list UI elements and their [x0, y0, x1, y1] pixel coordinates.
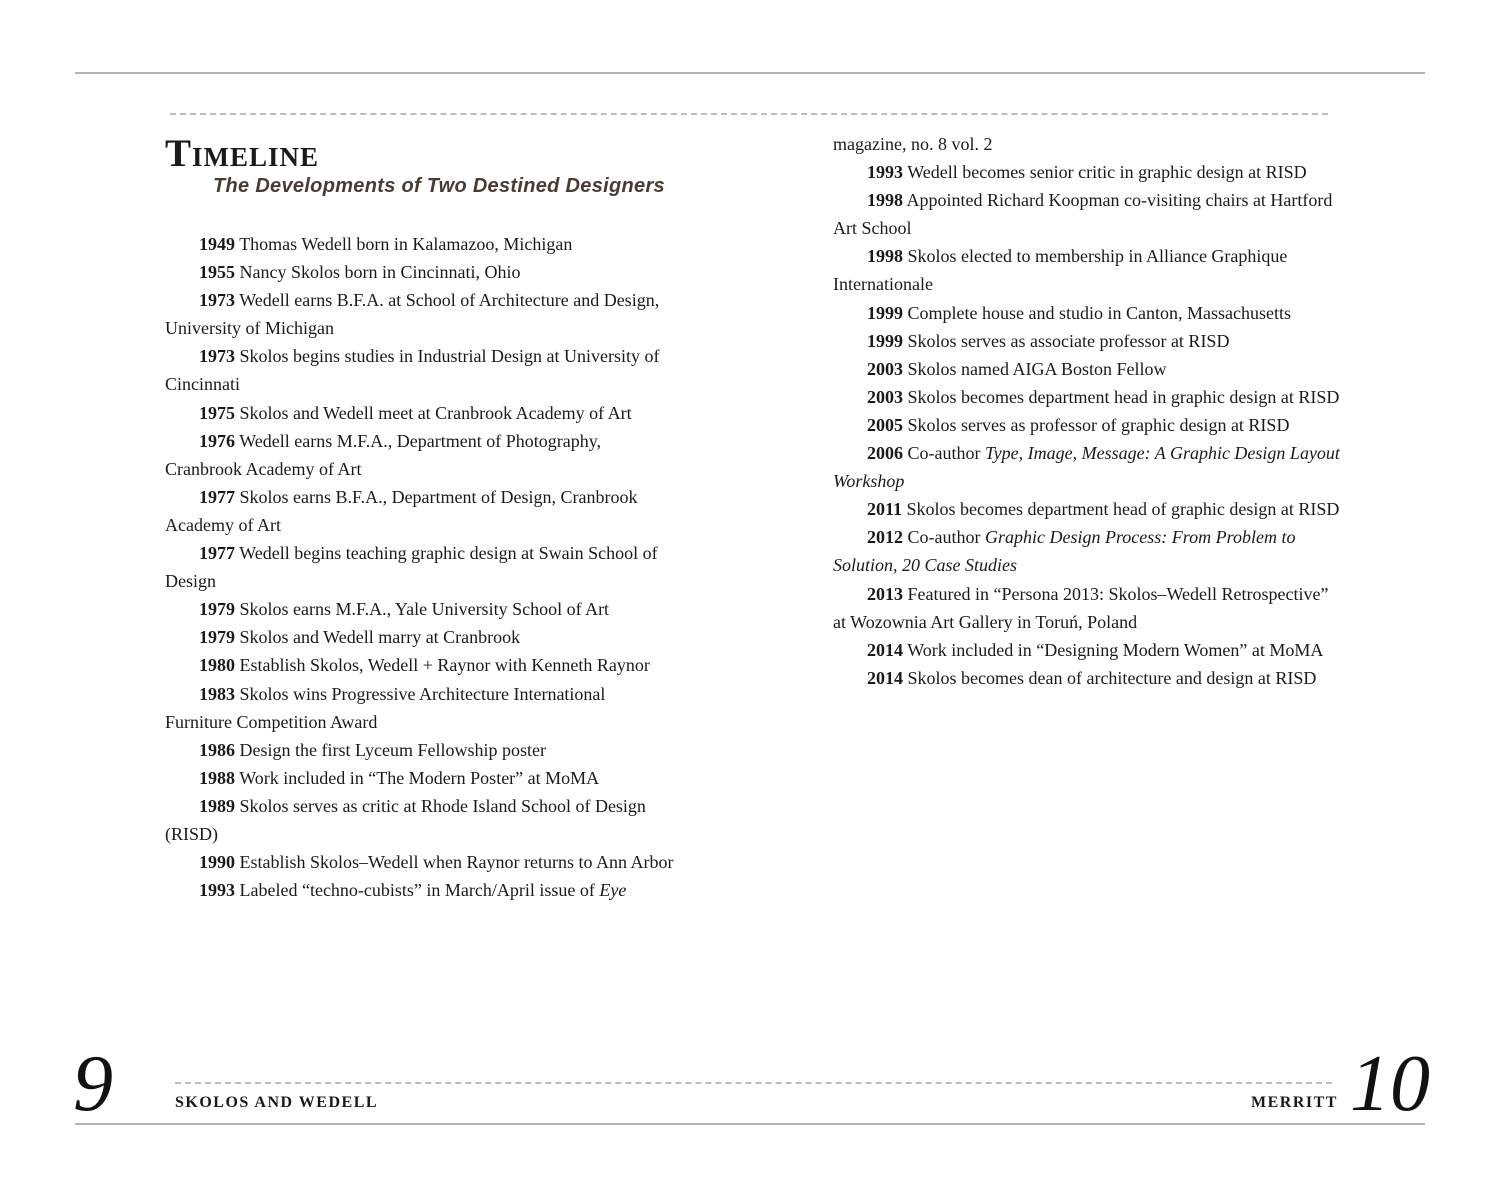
- timeline-entry: [833, 439, 1343, 495]
- timeline-entry: [833, 242, 1343, 298]
- timeline-entry: [165, 230, 675, 258]
- entry-text: Skolos serves as critic at Rhode Island School of Design (RISD): [165, 795, 646, 844]
- entry-text: Skolos serves as associate professor at RISD: [907, 330, 1230, 351]
- timeline-entry: [833, 158, 1343, 186]
- entry-text: Wedell earns M.F.A., Department of Photography, Cranbrook Academy of Art: [165, 430, 602, 479]
- timeline-entry: [165, 764, 675, 792]
- timeline-entry: [165, 848, 675, 876]
- entry-year: 2006: [867, 443, 903, 464]
- left-page-number: 9: [73, 1040, 113, 1128]
- timeline-entry: [165, 736, 675, 764]
- entry-year: 1977: [199, 543, 235, 564]
- timeline-entry: [165, 342, 675, 398]
- timeline-entry: [165, 286, 675, 342]
- timeline-entry: [165, 792, 675, 848]
- book-title: Graphic Design Process: From Problem to Solution, 20 Case Studies: [833, 527, 1296, 576]
- entry-text: Establish Skolos–Wedell when Raynor returns to Ann Arbor: [239, 852, 674, 873]
- page-subtitle: The Developments of Two Destined Designers: [213, 175, 665, 197]
- entry-year: 1989: [199, 795, 235, 816]
- entry-text: Wedell earns B.F.A. at School of Architecture and Design, University of Michigan: [165, 290, 660, 339]
- page-title: Timeline: [165, 132, 320, 175]
- entry-text: Co-author: [907, 443, 981, 464]
- entry-text: Thomas Wedell born in Kalamazoo, Michigan: [239, 234, 573, 254]
- entry-text: Skolos earns M.F.A., Yale University School of Art: [239, 599, 610, 620]
- entry-year: 1999: [867, 330, 903, 351]
- entry-text: Skolos begins studies in Industrial Design at University of Cincinnati: [165, 346, 660, 395]
- timeline-entry: [833, 636, 1343, 664]
- entry-year: 1979: [199, 599, 235, 620]
- top-rule: [75, 72, 1425, 74]
- entry-text: Complete house and studio in Canton, Massachusetts: [907, 302, 1291, 323]
- entry-year: 1983: [199, 683, 235, 704]
- entry-year: 1993: [867, 162, 903, 183]
- timeline-entry: [165, 399, 675, 427]
- timeline-entry: [165, 651, 675, 679]
- entry-text: Work included in “The Modern Poster” at MoMA: [239, 767, 600, 788]
- entry-year: 1955: [199, 262, 235, 283]
- entry-year: 2005: [867, 414, 903, 435]
- entry-text: Skolos earns B.F.A., Department of Design, Cranbrook Academy of Art: [165, 486, 638, 535]
- entry-text: Skolos and Wedell meet at Cranbrook Academy of Art: [239, 402, 632, 423]
- entry-year: 1990: [199, 852, 235, 873]
- entry-year: 2014: [867, 667, 903, 688]
- entry-text: Appointed Richard Koopman co-visiting chairs at Hartford Art School: [833, 190, 1333, 239]
- entry-text: Skolos becomes department head of graphic design at RISD: [906, 499, 1340, 520]
- entry-year: 1998: [867, 246, 903, 267]
- entry-year: 1976: [199, 430, 235, 451]
- timeline-entry: [165, 623, 675, 651]
- entry-year: 1973: [199, 346, 235, 367]
- entry-text: Featured in “Persona 2013: Skolos–Wedell Retrospective” at Wozownia Art Gallery in Toruń, Poland: [833, 583, 1329, 632]
- timeline-entry: [833, 383, 1343, 411]
- publication-title: Eye: [599, 880, 627, 901]
- entry-text: Co-author: [907, 527, 981, 548]
- entry-year: 2003: [867, 358, 903, 379]
- timeline-entry: [833, 327, 1343, 355]
- entry-text: Skolos wins Progressive Architecture International Furniture Competition Award: [165, 683, 606, 732]
- entry-year: 2014: [867, 639, 903, 660]
- left-entries: [165, 230, 675, 876]
- timeline-right-column: [833, 130, 1343, 692]
- entry-year: 1999: [867, 302, 903, 323]
- entry-year: 1988: [199, 767, 235, 788]
- right-entries-a: [833, 158, 1343, 439]
- entry-year: 1986: [199, 739, 235, 760]
- timeline-left-column: [165, 230, 675, 904]
- entry-text: Skolos serves as professor of graphic design at RISD: [907, 414, 1290, 435]
- entry-text: Skolos and Wedell marry at Cranbrook: [239, 627, 521, 648]
- timeline-entry: [833, 580, 1343, 636]
- top-dashed-divider: [170, 113, 1328, 115]
- timeline-entry: [165, 680, 675, 736]
- timeline-entry: [833, 664, 1343, 692]
- timeline-entry: [165, 876, 675, 904]
- entry-year: 2011: [867, 499, 903, 520]
- entry-year: 1973: [199, 290, 235, 311]
- entry-year: 1979: [199, 627, 235, 648]
- entry-year: 1949: [199, 234, 235, 254]
- right-page-number: 10: [1350, 1040, 1430, 1128]
- entry-year: 1998: [867, 190, 903, 211]
- entry-year: 1975: [199, 402, 235, 423]
- entry-text: Labeled “techno-cubists” in March/April issue of: [239, 880, 595, 901]
- book-title: Type, Image, Message: A Graphic Design Layout Workshop: [833, 443, 1340, 492]
- entry-year: 2003: [867, 386, 903, 407]
- continued-text: magazine, no. 8 vol. 2: [833, 134, 993, 154]
- entry-year: 2013: [867, 583, 903, 604]
- entry-text: Work included in “Designing Modern Women” at MoMA: [907, 639, 1324, 660]
- bottom-rule: [75, 1123, 1425, 1125]
- entry-text: Skolos becomes dean of architecture and design at RISD: [907, 667, 1317, 688]
- timeline-entry: [165, 483, 675, 539]
- entry-text: Skolos elected to membership in Alliance Graphique Internationale: [833, 246, 1288, 295]
- right-entries-b: [833, 580, 1343, 692]
- timeline-entry: [833, 495, 1343, 523]
- left-running-head: SKOLOS AND WEDELL: [175, 1094, 379, 1111]
- entry-year: 1980: [199, 655, 235, 676]
- bottom-dashed-divider: [175, 1082, 1332, 1084]
- entry-text: Wedell becomes senior critic in graphic design at RISD: [907, 162, 1307, 183]
- timeline-entry: [833, 411, 1343, 439]
- timeline-entry: [165, 595, 675, 623]
- timeline-entry: [833, 186, 1343, 242]
- entry-year: 2012: [867, 527, 903, 548]
- timeline-entry: [833, 523, 1343, 579]
- entry-text: Establish Skolos, Wedell + Raynor with Kenneth Raynor: [239, 655, 650, 676]
- timeline-entry: [165, 258, 675, 286]
- entry-text: Wedell begins teaching graphic design at Swain School of Design: [165, 543, 658, 592]
- timeline-entry: [165, 539, 675, 595]
- entry-year: 1993: [199, 880, 235, 901]
- right-running-head: MERRITT: [1251, 1094, 1338, 1111]
- entry-text: Skolos named AIGA Boston Fellow: [907, 358, 1167, 379]
- timeline-entry: [165, 427, 675, 483]
- entry-text: Design the first Lyceum Fellowship poster: [239, 739, 546, 760]
- timeline-entry: [833, 355, 1343, 383]
- timeline-entry: [833, 299, 1343, 327]
- entry-year: 1977: [199, 486, 235, 507]
- entry-text: Skolos becomes department head in graphic design at RISD: [907, 386, 1340, 407]
- entry-text: Nancy Skolos born in Cincinnati, Ohio: [239, 262, 521, 283]
